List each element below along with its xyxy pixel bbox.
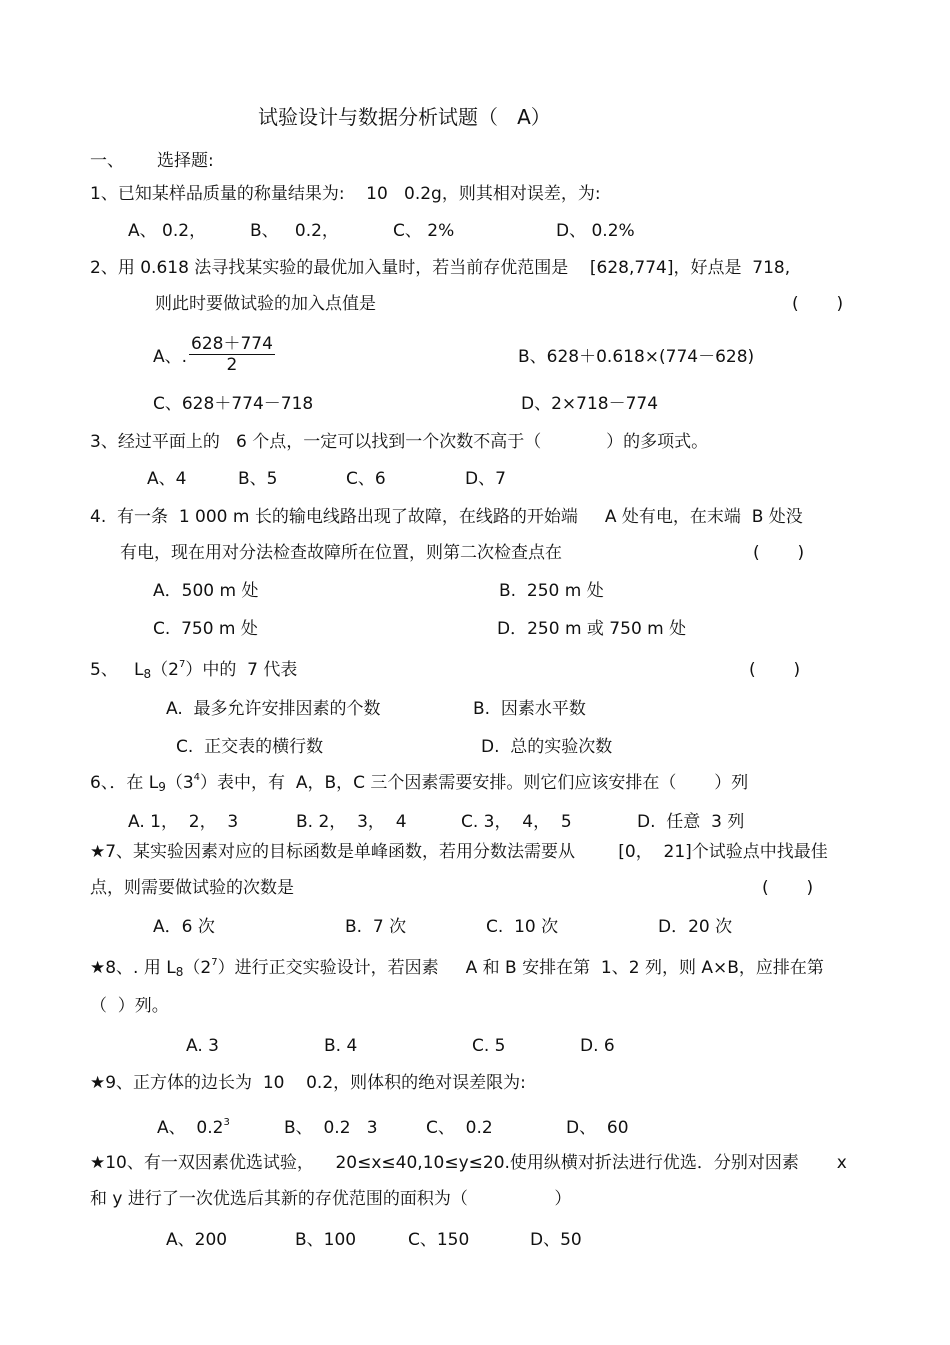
question-2-option-d: D、2×718－774 — [521, 394, 659, 414]
question-6-stem — [90, 773, 748, 793]
stem-part: 5、 L — [90, 660, 144, 680]
section-label: 选择题: — [157, 151, 214, 171]
question-7-answer-paren: ( ) — [762, 878, 814, 898]
question-5-option-a: A. 最多允许安排因素的个数 — [166, 699, 381, 719]
question-1-option-b: B、 0.2， — [250, 221, 339, 241]
question-7-option-d: D．20 次 — [658, 917, 733, 937]
question-2-option-b: B、628＋0.618×(774－628) — [518, 347, 755, 367]
question-6-option-c: C. 3， 4， 5 — [461, 812, 572, 832]
question-1-option-a: A、 0.2， — [128, 221, 207, 241]
question-1-stem: 1、已知某样品质量的称量结果为: 10 0.2g，则其相对误差，为: — [90, 184, 601, 204]
question-7-option-c: C. 10 次 — [486, 917, 559, 937]
fraction-denominator: 2 — [226, 355, 238, 375]
question-10-stem-line-2: 和 y 进行了一次优选后其新的存优范围的面积为（ ） — [90, 1189, 572, 1209]
question-3-option-d: D、7 — [465, 469, 506, 489]
question-2-answer-paren: ( ) — [792, 294, 844, 314]
question-5-option-d: D. 总的实验次数 — [481, 737, 613, 757]
stem-part: 6、．在 L — [90, 773, 159, 793]
stem-part: （2 — [183, 958, 212, 978]
question-9-option-d: D、 60 — [566, 1118, 629, 1138]
question-9-option-c: C、 0.2 — [426, 1118, 493, 1138]
stem-part: ）进行正交实验设计，若因素 A 和 B 安排在第 1、2 列，则 A×B，应排在第 — [217, 958, 824, 978]
question-2-option-a-prefix: A、. — [153, 347, 188, 367]
question-10-option-a: A、200 — [166, 1230, 228, 1250]
question-1-option-d: D、 0.2% — [556, 221, 635, 241]
question-6-option-d: D. 任意 3 列 — [637, 812, 745, 832]
question-4-option-d: D．250 m 或 750 m 处 — [497, 619, 687, 639]
question-3-stem: 3、经过平面上的 6 个点，一定可以找到一个次数不高于（ ）的多项式。 — [90, 432, 709, 452]
question-5-option-b: B. 因素水平数 — [473, 699, 586, 719]
exponent: 7 — [211, 957, 218, 968]
question-9-option-b: B、 0.2 3 — [284, 1118, 378, 1138]
question-5-stem — [90, 660, 297, 680]
question-1-option-c: C、 2% — [393, 221, 455, 241]
question-3-option-a: A、4 — [147, 469, 187, 489]
question-4-answer-paren: ( ) — [753, 543, 805, 563]
question-5-option-c: C. 正交表的横行数 — [176, 737, 324, 757]
question-10-option-d: D、50 — [530, 1230, 582, 1250]
table-subscript: 8 — [143, 667, 152, 681]
question-3-option-c: C、6 — [346, 469, 386, 489]
question-6-option-a: A. 1， 2， 3 — [128, 812, 239, 832]
question-9-stem: ★9、正方体的边长为 10 0.2，则体积的绝对误差限为: — [90, 1073, 526, 1093]
question-4-option-b: B. 250 m 处 — [499, 581, 604, 601]
stem-part: ★8、. 用 L — [90, 958, 176, 978]
question-10-option-c: C、150 — [408, 1230, 470, 1250]
exponent: 7 — [178, 659, 186, 670]
question-9-option-a — [157, 1118, 230, 1138]
question-10-option-b: B、100 — [295, 1230, 357, 1250]
exponent: 4 — [193, 772, 201, 783]
stem-part: （2 — [151, 660, 179, 680]
stem-part: （3 — [165, 773, 194, 793]
stem-part: ）表中，有 A，B，C 三个因素需要安排。则它们应该安排在（ ）列 — [200, 773, 749, 793]
question-4-option-c: C. 750 m 处 — [153, 619, 258, 639]
question-4-stem-line-2: 有电，现在用对分法检查故障所在位置，则第二次检查点在 — [120, 543, 562, 563]
page-title: 试验设计与数据分析试题（ A） — [258, 105, 551, 129]
stem-part: ）中的 7 代表 — [185, 660, 298, 680]
question-8-stem-line-2: （ ）列。 — [90, 996, 169, 1016]
question-2-option-a-fraction — [189, 334, 275, 375]
question-6-option-b: B. 2， 3， 4 — [296, 812, 407, 832]
question-7-stem-line-1: ★7、某实验因素对应的目标函数是单峰函数，若用分数法需要从 [0， 21]个试验点中找最佳 — [90, 842, 828, 862]
question-8-option-b: B. 4 — [324, 1036, 358, 1056]
table-subscript: 9 — [158, 780, 166, 794]
question-7-option-b: B. 7 次 — [345, 917, 407, 937]
question-4-option-a: A．500 m 处 — [153, 581, 259, 601]
fraction-numerator: 628＋774 — [191, 334, 273, 354]
table-subscript: 8 — [175, 965, 184, 979]
question-5-answer-paren: ( ) — [749, 660, 801, 680]
question-2-option-c: C、628＋774－718 — [153, 394, 314, 414]
question-8-option-a: A. 3 — [186, 1036, 219, 1056]
question-3-option-b: B、5 — [238, 469, 278, 489]
question-10-stem-line-1: ★10、有一双因素优选试验， 20≤x≤40,10≤y≤20.使用纵横对折法进行优选．分别对因素 x — [90, 1153, 847, 1173]
option-text: A、 0.2 — [157, 1118, 224, 1138]
question-8-option-d: D. 6 — [580, 1036, 615, 1056]
question-7-stem-line-2: 点，则需要做试验的次数是 — [90, 878, 294, 898]
question-8-stem-line-1 — [90, 958, 824, 978]
question-2-stem-line-2: 则此时要做试验的加入点值是 — [155, 294, 376, 314]
question-4-stem-line-1: 4. 有一条 1 000 m 长的输电线路出现了故障，在线路的开始端 A 处有电，在末端 B 处没 — [90, 507, 803, 527]
question-2-stem-line-1: 2、用 0.618 法寻找某实验的最优加入量时，若当前存优范围是 [628,774]，好点是 718, — [90, 258, 791, 278]
question-8-option-c: C. 5 — [472, 1036, 506, 1056]
question-7-option-a: A．6 次 — [153, 917, 215, 937]
section-number: 一、 — [90, 151, 124, 171]
exponent: 3 — [223, 1117, 230, 1128]
